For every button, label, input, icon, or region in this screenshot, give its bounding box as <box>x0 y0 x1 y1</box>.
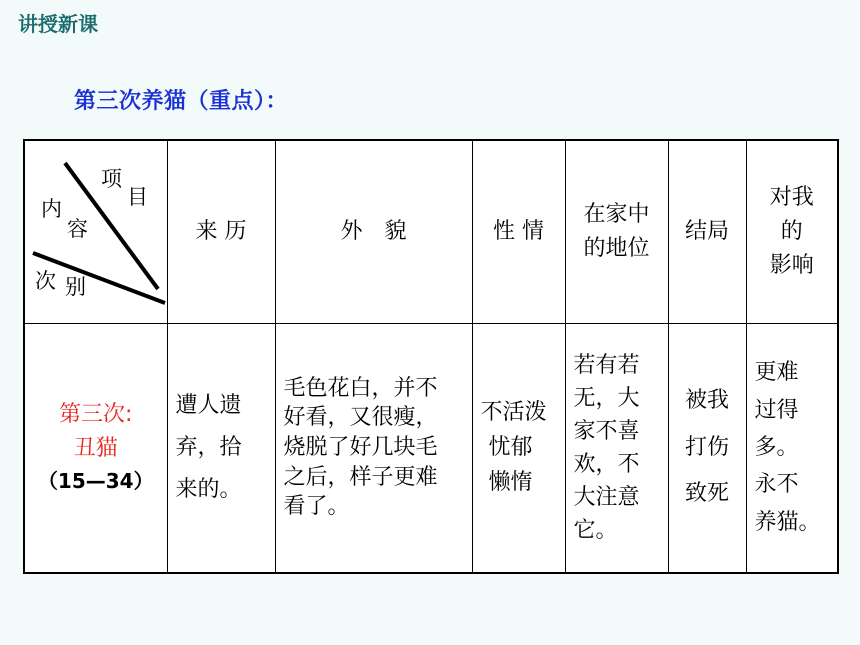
corner-label-item-1: 项 <box>101 167 122 191</box>
temperament-line: 懒惰 <box>488 470 533 496</box>
origin-line: 遭人遗 <box>175 393 242 419</box>
section-label: 讲授新课 <box>18 12 98 36</box>
header-status-line-1: 在家中 <box>583 201 650 227</box>
top-bar <box>0 0 860 40</box>
ending-line: 被我 <box>684 388 729 414</box>
temperament-line: 忧郁 <box>488 435 533 461</box>
header-temperament: 性 情 <box>472 140 565 323</box>
header-status <box>565 140 668 323</box>
appearance-line: 看了。 <box>283 494 350 520</box>
corner-label-item-2: 目 <box>127 185 148 209</box>
status-line: 大注意 <box>573 484 640 510</box>
page-heading: 第三次养猫（重点）： <box>74 89 289 114</box>
status-line: 家不喜 <box>573 418 640 444</box>
table-row <box>24 323 838 573</box>
ending-cell <box>668 323 746 573</box>
header-influence-line-3: 影响 <box>769 252 814 278</box>
influence-line: 过得 <box>754 397 799 423</box>
row-label-cell <box>24 323 167 573</box>
appearance-line: 烧脱了好几块毛 <box>283 434 438 460</box>
status-cell <box>565 323 668 573</box>
status-line: 它。 <box>573 517 618 543</box>
comparison-table <box>23 139 839 574</box>
status-line: 无，大 <box>573 385 640 411</box>
header-influence-line-2: 的 <box>780 218 803 244</box>
diagonal-header-cell <box>24 140 167 323</box>
appearance-line: 好看，又很瘦， <box>283 405 438 431</box>
origin-line: 来的。 <box>175 476 242 502</box>
influence-line: 更难 <box>754 360 799 386</box>
temperament-line: 不活泼 <box>480 399 547 425</box>
corner-label-category-2: 别 <box>65 275 86 299</box>
row-label-line-2: 丑猫 <box>73 436 118 462</box>
corner-label-content-2: 容 <box>67 217 88 241</box>
influence-line: 养猫。 <box>754 509 821 535</box>
header-appearance: 外 貌 <box>275 140 472 323</box>
header-ending: 结局 <box>668 140 746 323</box>
row-label-range: （15—34） <box>37 469 154 494</box>
appearance-line: 毛色花白，并不 <box>283 375 438 401</box>
appearance-cell <box>275 323 472 573</box>
status-line: 若有若 <box>573 352 640 378</box>
corner-label-content-1: 内 <box>41 197 62 221</box>
origin-cell <box>167 323 275 573</box>
header-influence <box>746 140 838 323</box>
header-influence-line-1: 对我 <box>769 184 814 210</box>
ending-line: 致死 <box>684 480 729 506</box>
status-line: 欢，不 <box>573 451 640 477</box>
corner-label-category-1: 次 <box>35 269 56 293</box>
influence-cell <box>746 323 838 573</box>
header-origin: 来 历 <box>167 140 275 323</box>
temperament-cell <box>472 323 565 573</box>
origin-line: 弃，拾 <box>175 434 242 460</box>
ending-line: 打伤 <box>684 434 729 460</box>
header-row <box>24 140 838 323</box>
row-label-line-1: 第三次: <box>59 402 133 428</box>
appearance-line: 之后，样子更难 <box>283 464 438 490</box>
influence-line: 多。 <box>754 435 799 461</box>
influence-line: 永不 <box>754 472 799 498</box>
header-status-line-2: 的地位 <box>583 235 650 261</box>
